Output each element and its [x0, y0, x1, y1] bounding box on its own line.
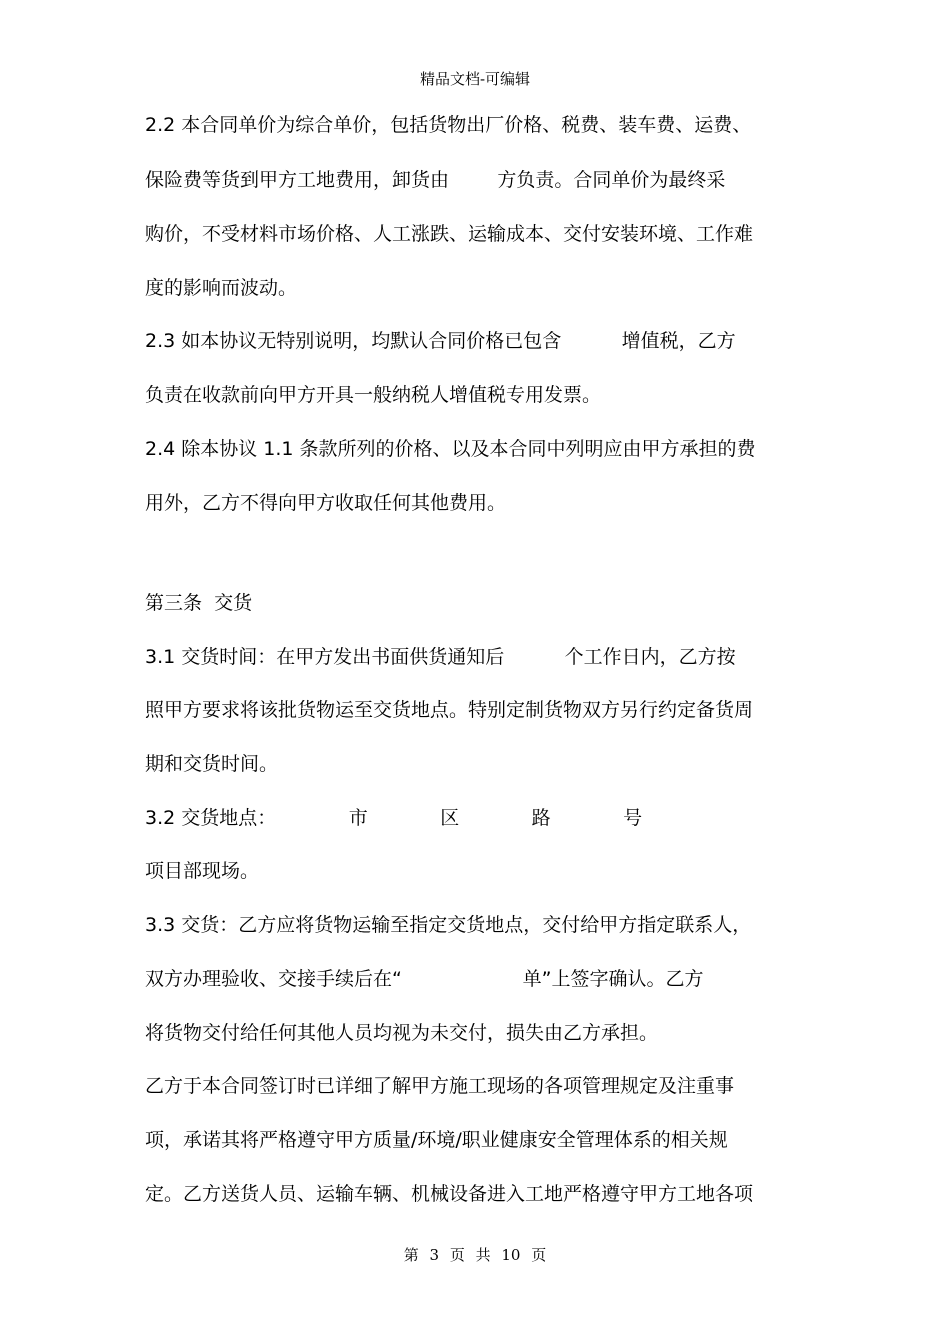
paragraph-3-2-line-2: 项目部现场。	[145, 860, 260, 882]
paragraph-3-3-line-2: 双方办理验收、交接手续后在“ 单”上签字确认。乙方	[145, 968, 704, 990]
paragraph-3-1-line-3: 期和交货时间。	[145, 753, 279, 775]
paragraph-3-2-line-1: 3.2 交货地点： 市 区 路 号	[145, 807, 643, 829]
paragraph-2-3-line-1: 2.3 如本协议无特别说明，均默认合同价格已包含 增值税，乙方	[145, 330, 736, 352]
paragraph-2-2-line-4: 度的影响而波动。	[145, 277, 298, 299]
paragraph-2-2-line-1: 2.2 本合同单价为综合单价，包括货物出厂价格、税费、装车费、运费、	[145, 114, 752, 136]
paragraph-2-3-line-2: 负责在收款前向甲方开具一般纳税人增值税专用发票。	[145, 384, 602, 406]
section-title-article-3: 第三条 交货	[145, 592, 253, 614]
paragraph-3-1-line-1: 3.1 交货时间：在甲方发出书面供货通知后 个工作日内，乙方按	[145, 646, 736, 668]
paragraph-3-3-line-3: 将货物交付给任何其他人员均视为未交付，损失由乙方承担。	[145, 1022, 659, 1044]
paragraph-2-4-line-1: 2.4 除本协议 1.1 条款所列的价格、以及本合同中列明应由甲方承担的费	[145, 438, 756, 460]
paragraph-site-rules-line-2: 项，承诺其将严格遵守甲方质量/环境/职业健康安全管理体系的相关规	[145, 1129, 728, 1151]
paragraph-2-2-line-3: 购价，不受材料市场价格、人工涨跌、运输成本、交付安装环境、工作难	[145, 223, 754, 245]
paragraph-site-rules-line-3: 定。乙方送货人员、运输车辆、机械设备进入工地严格遵守甲方工地各项	[145, 1183, 754, 1205]
paragraph-3-1-line-2: 照甲方要求将该批货物运至交货地点。特别定制货物双方另行约定备货周	[145, 699, 754, 721]
page-footer: 第 3 页 共 10 页	[403, 1246, 547, 1264]
paragraph-site-rules-line-1: 乙方于本合同签订时已详细了解甲方施工现场的各项管理规定及注重事	[145, 1075, 735, 1097]
page-header: 精品文档-可编辑	[419, 70, 531, 88]
paragraph-3-3-line-1: 3.3 交货：乙方应将货物运输至指定交货地点，交付给甲方指定联系人，	[145, 914, 752, 936]
paragraph-2-2-line-2: 保险费等货到甲方工地费用，卸货由 方负责。合同单价为最终采	[145, 169, 726, 191]
paragraph-2-4-line-2: 用外，乙方不得向甲方收取任何其他费用。	[145, 492, 507, 514]
